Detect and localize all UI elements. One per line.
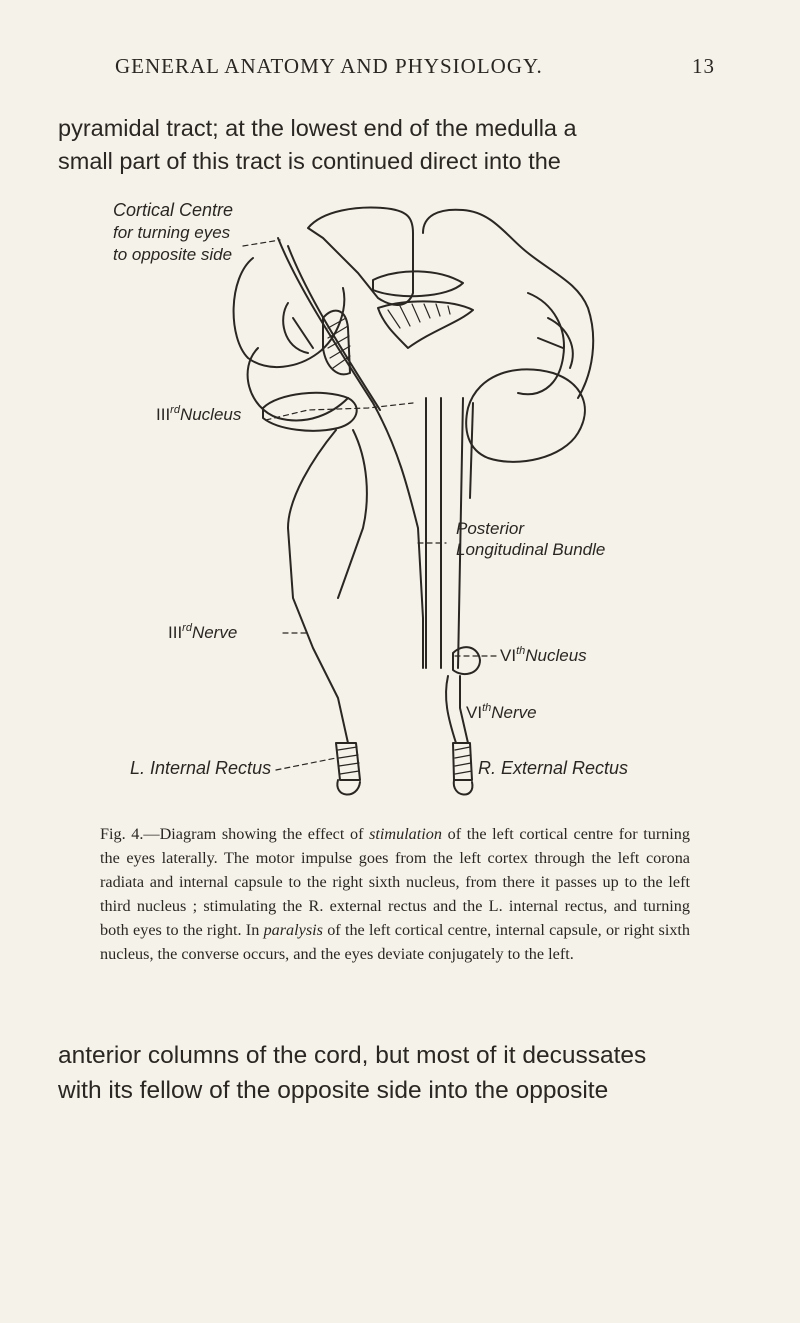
left-hemisphere-outline [308, 208, 413, 305]
sixth-nucleus-numeral: VI [500, 646, 517, 665]
right-cortex-lobe [466, 369, 585, 462]
text-line: small part of this tract is continued direct into the [58, 148, 561, 174]
label-internal-rectus: L. Internal Rectus [130, 758, 272, 778]
text-line: pyramidal tract; at the lowest end of the medulla a [58, 115, 577, 141]
third-nucleus-sup: rd [170, 404, 180, 416]
left-gyrus [283, 303, 313, 353]
label-third-nucleus [156, 404, 242, 424]
body-text-bottom [58, 1038, 748, 1108]
eye-movement-pathway-diagram [108, 198, 688, 798]
running-head-title: GENERAL ANATOMY AND PHYSIOLOGY. [115, 54, 543, 78]
third-nucleus-shape [263, 393, 357, 431]
third-nucleus-word: Nucleus [179, 405, 242, 424]
label-posterior-1: Posterior [456, 519, 525, 538]
figure-caption [100, 822, 690, 966]
label-third-nerve [168, 622, 237, 642]
central-ventricle [373, 271, 463, 296]
third-nerve-path-inner [338, 430, 367, 598]
caption-body: of the left cortical centre for turning the eyes laterally. The motor impulse goes from the left cortex through the left corona radiata and internal capsule to the right sixth nucleus, from there it passes up to the left third nucleus ; stimulating the R. external rectus and the L. internal rectus, and turning both eyes to the right. In [100, 825, 690, 939]
label-cortical-centre-2: for turning eyes [113, 223, 231, 242]
figure-diagram [108, 198, 688, 798]
label-sixth-nucleus [500, 645, 587, 665]
right-eye-stub [454, 780, 473, 795]
sixth-nucleus-shape [453, 647, 480, 674]
third-nerve-word: Nerve [191, 623, 238, 642]
sixth-nucleus-word: Nucleus [525, 646, 587, 665]
label-posterior-2: Longitudinal Bundle [456, 540, 606, 559]
left-basal-ganglia [323, 311, 350, 375]
body-text-top [58, 112, 748, 178]
left-eye-stub [337, 780, 360, 795]
label-cortical-centre-3: to opposite side [113, 245, 233, 264]
third-nerve-path [288, 430, 348, 743]
caption-emphasis-paralysis: paralysis [263, 921, 323, 939]
page-number: 13 [692, 54, 715, 78]
label-cortical-centre-1: Cortical Centre [113, 200, 234, 220]
caption-body-end: of the left cortical centre, internal capsule, or right sixth nucleus, the converse occurs, and the eyes deviate conjugately to the left. [100, 921, 691, 963]
sixth-nerve-sup: th [482, 702, 492, 714]
pathway-inner [288, 246, 380, 410]
sixth-nerve-numeral: VI [466, 703, 483, 722]
right-cortex-fold [518, 293, 564, 394]
running-head [115, 54, 715, 79]
label-external-rectus: R. External Rectus [478, 758, 629, 778]
third-nerve-numeral: III [168, 623, 183, 642]
caption-lead: Fig. 4.—Diagram showing the effect of [100, 825, 364, 843]
third-nerve-sup: rd [182, 622, 192, 634]
label-sixth-nerve [466, 702, 537, 722]
right-gyrus [538, 318, 573, 368]
third-nucleus-numeral: III [156, 405, 171, 424]
sixth-nerve-word: Nerve [491, 703, 537, 722]
text-line: anterior columns of the cord, but most of it decussates [58, 1042, 647, 1069]
sixth-nucleus-sup: th [516, 645, 526, 657]
caption-emphasis-stimulation: stimulation [369, 825, 442, 843]
text-line: with its fellow of the opposite side into the opposite [58, 1077, 609, 1104]
sixth-nerve-path-inner [446, 676, 456, 743]
